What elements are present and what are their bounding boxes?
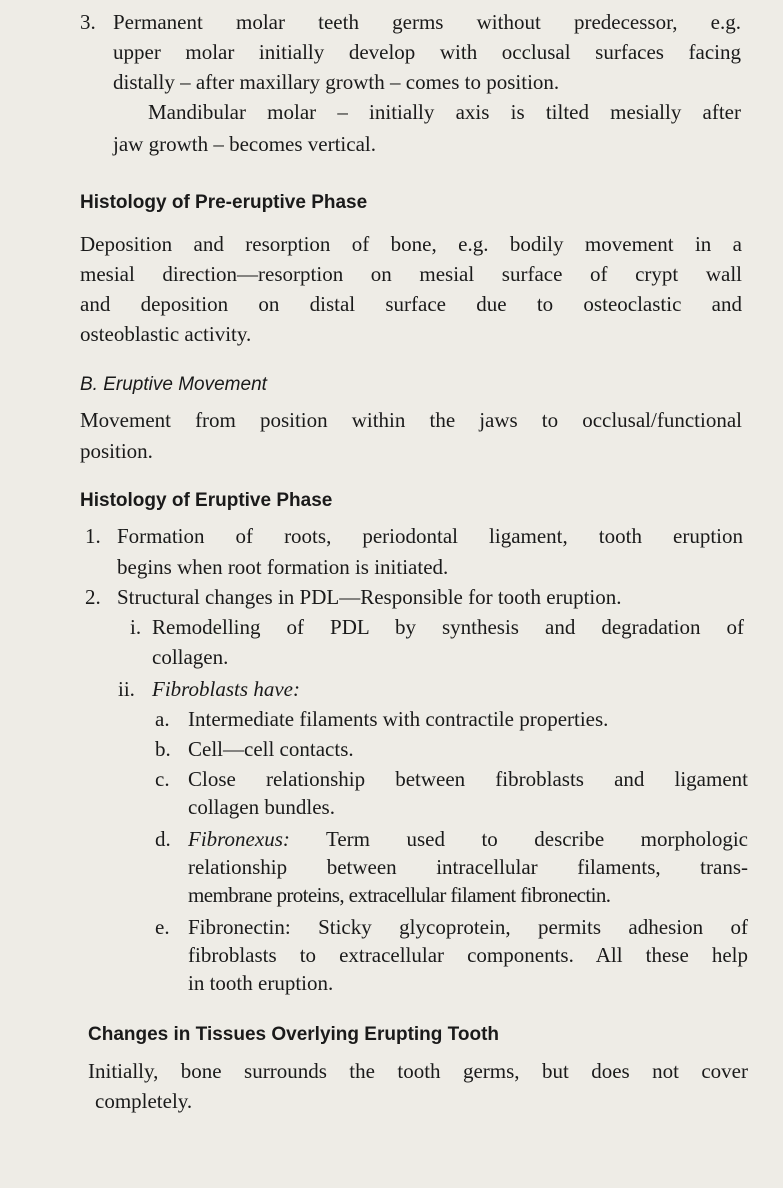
text-line: completely. (95, 1089, 193, 1113)
text-line: membrane proteins, extracellular filament fibronectin. (188, 883, 611, 907)
item-number: 2. (85, 585, 101, 609)
section-heading: Histology of Pre-eruptive Phase (80, 192, 368, 213)
text-line: begins when root formation is initiated. (117, 555, 449, 579)
text-line: Intermediate filaments with contractile properties. (188, 707, 609, 731)
item-number: ii. (118, 677, 135, 701)
text-line: upper molar initially develop with occlusal surfaces facing (113, 40, 741, 64)
text-line: in tooth eruption. (188, 971, 334, 995)
text-line: mesial direction—resorption on mesial surface of crypt wall (80, 262, 742, 286)
text-line: jaw growth – becomes vertical. (113, 132, 376, 156)
text-line: collagen bundles. (188, 795, 335, 819)
item-number: d. (155, 827, 171, 851)
text-line: Formation of roots, periodontal ligament, tooth eruption (117, 524, 743, 548)
text-line: Movement from position within the jaws to occlusal/functional (80, 408, 742, 432)
text-line: fibroblasts to extracellular components. All these help (188, 943, 748, 967)
section-heading: B. Eruptive Movement (80, 374, 267, 395)
defined-term: Fibronexus: (188, 827, 290, 851)
section-heading: Histology of Eruptive Phase (80, 490, 333, 511)
text-line: Close relationship between fibroblasts and ligament (188, 767, 748, 791)
text-line: Cell—cell contacts. (188, 737, 354, 761)
text-line: distally – after maxillary growth – comes to position. (113, 70, 560, 94)
section-heading: Changes in Tissues Overlying Erupting Tooth (88, 1024, 500, 1045)
item-number: 3. (80, 10, 96, 34)
text-line: Structural changes in PDL—Responsible for tooth eruption. (117, 585, 622, 609)
text-line: collagen. (152, 645, 229, 669)
item-number: a. (155, 707, 170, 731)
item-number: c. (155, 767, 170, 791)
text-line: position. (80, 439, 153, 463)
text-line: and deposition on distal surface due to osteoclastic and (80, 292, 742, 316)
text-line: osteoblastic activity. (80, 322, 252, 346)
text-line: Fibronectin: Sticky glycoprotein, permits adhesion of (188, 915, 748, 939)
text-line: Deposition and resorption of bone, e.g. bodily movement in a (80, 232, 742, 256)
text-line: Term used to describe morphologic (326, 827, 748, 851)
item-number: 1. (85, 524, 101, 548)
item-number: i. (130, 615, 142, 639)
text-line: Initially, bone surrounds the tooth germs, but does not cover (88, 1059, 748, 1083)
text-line: Fibroblasts have: (152, 677, 300, 701)
text-line: Mandibular molar – initially axis is tilted mesially after (148, 100, 741, 124)
text-line: Permanent molar teeth germs without predecessor, e.g. (113, 10, 741, 34)
text-line: relationship between intracellular filaments, trans- (188, 855, 748, 879)
text-line: Remodelling of PDL by synthesis and degradation of (152, 615, 744, 639)
item-number: e. (155, 915, 170, 939)
item-number: b. (155, 737, 171, 761)
